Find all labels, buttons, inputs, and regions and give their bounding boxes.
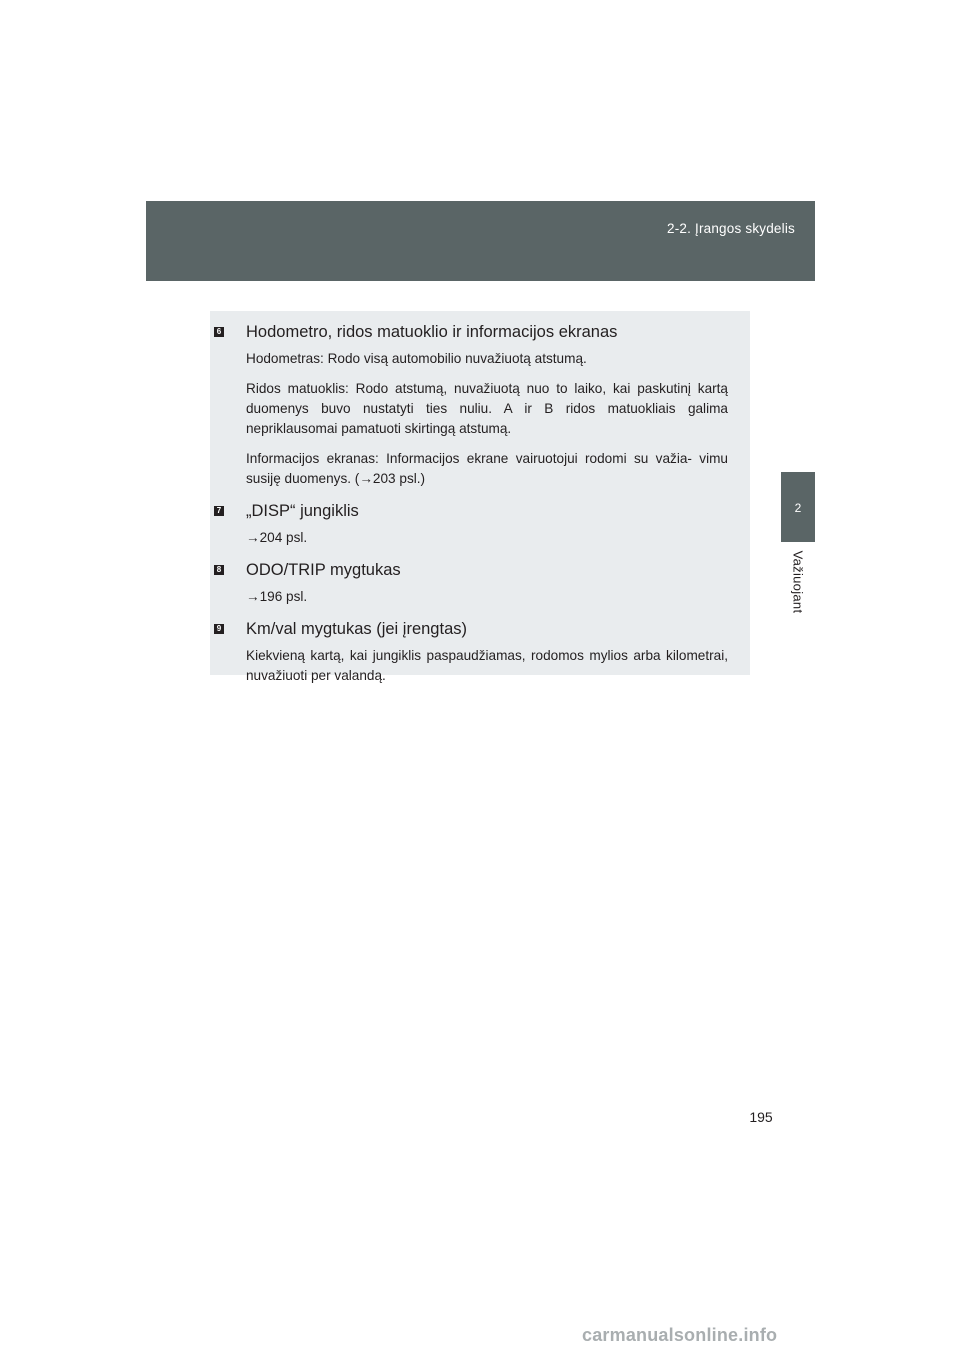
- page-reference: →196 psl.: [246, 589, 308, 604]
- item-number-marker: 8: [214, 565, 224, 575]
- page-reference: →204 psl.: [246, 530, 308, 545]
- chapter-tab-number: 2: [794, 501, 802, 515]
- list-item-odometer-display: [210, 322, 728, 489]
- item-number-marker: 7: [214, 506, 224, 516]
- item-title: Km/val mygtukas (jei įrengtas): [246, 620, 467, 638]
- item-paragraph: Kiekvieną kartą, kai jungiklis paspaudžiamas, rodomos mylios arba kilometrai, nuvažiuoti per valandą.: [246, 648, 728, 683]
- chapter-tab-label: Važiuojant: [790, 550, 806, 614]
- list-item-km-button: [210, 619, 728, 686]
- list-item-odo-trip-button: [210, 560, 728, 607]
- item-paragraph: Ridos matuoklis: Rodo atstumą, nuvažiuotą nuo to laiko, kai paskutinį kartą duomenys buvo nustatyti ties nuliu. A ir B ridos matuokliais galima nepriklausomai pamatuoti skirtingą atstumą.: [246, 381, 728, 436]
- item-title: ODO/TRIP mygtukas: [246, 561, 401, 579]
- item-number-marker: 9: [214, 624, 224, 634]
- item-title: „DISP“ jungiklis: [246, 502, 359, 520]
- item-title: Hodometro, ridos matuoklio ir informacijos ekranas: [246, 323, 618, 341]
- watermark-text: carmanualsonline.info: [582, 1325, 778, 1345]
- page-number: 195: [749, 1109, 773, 1125]
- list-item-disp-switch: [210, 501, 728, 548]
- item-number-marker: 6: [214, 327, 224, 337]
- chapter-tab: [781, 472, 815, 542]
- section-label: 2-2. Įrangos skydelis: [666, 221, 795, 236]
- item-paragraph: Hodometras: Rodo visą automobilio nuvažiuotą atstumą.: [246, 351, 587, 366]
- section-header-band: [146, 201, 815, 281]
- content-box: [210, 311, 750, 683]
- item-paragraph: Informacijos ekranas: Informacijos ekrane vairuotojui rodomi su važia- vimu susiję duomenys. (→203 psl.): [246, 451, 728, 486]
